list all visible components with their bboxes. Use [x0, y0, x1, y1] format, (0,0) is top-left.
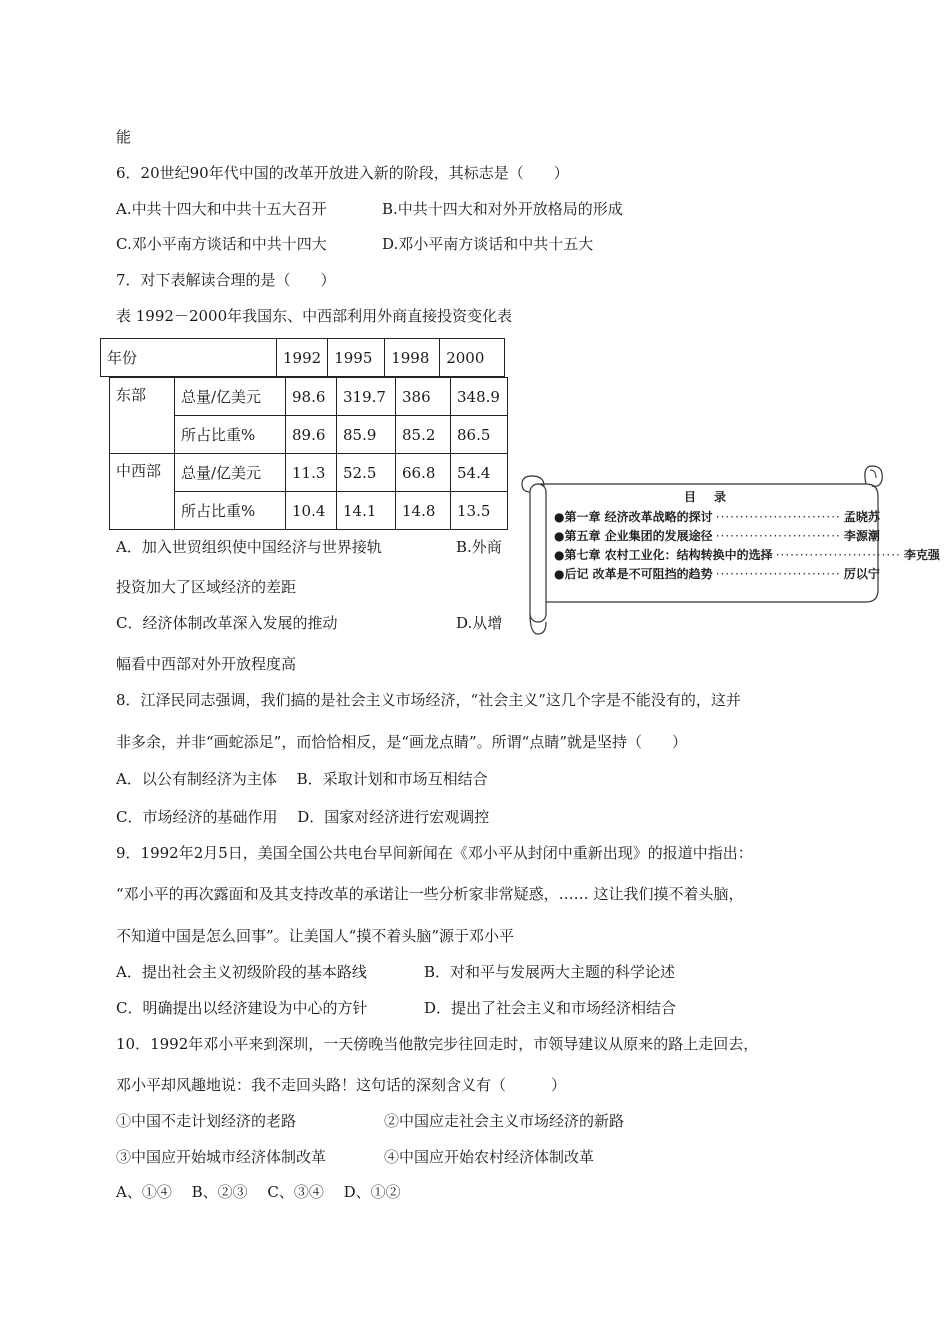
q7-option-c: C．经济体制改革深入发展的推动 [116, 614, 338, 632]
year-cell: 1998 [385, 339, 440, 377]
question-10: 10．1992年邓小平来到深圳，一天傍晚当他散完步往回走时，市领导建议从原来的路上走回去， [116, 1035, 759, 1053]
table-cell: 386 [396, 378, 451, 416]
table-cell: 54.4 [451, 454, 508, 492]
table-cell: 98.6 [286, 378, 337, 416]
q10-answers: A、①④ B、②③ C、③④ D、①② [116, 1183, 401, 1201]
q6-option-b: B.中共十四大和对外开放格局的形成 [382, 200, 623, 218]
q6-option-c: C.邓小平南方谈话和中共十四大 [116, 235, 327, 253]
q7-option-d: D.从增 [456, 614, 503, 632]
toc-name: 企业集团的发展途径 [604, 529, 713, 543]
toc-author: 厉以宁 [843, 567, 880, 581]
toc-item [554, 507, 880, 526]
table-cell: 89.6 [286, 416, 337, 454]
toc-leader-dots: ·························· [715, 509, 841, 524]
q9-option-a: A．提出社会主义初级阶段的基本路线 [116, 963, 367, 981]
toc-chapter: ●第一章 [554, 510, 601, 524]
text-line: 能 [116, 128, 132, 146]
q7-option-a: A．加入世贸组织使中国经济与世界接轨 [116, 538, 382, 556]
question-7: 7．对下表解读合理的是（ ） [116, 271, 336, 289]
fdi-table-header [100, 338, 505, 377]
toc-author: 李源潮 [843, 529, 880, 543]
q9-option-b: B．对和平与发展两大主题的科学论述 [424, 963, 676, 981]
toc-author: 李克强 [903, 548, 940, 562]
toc-leader-dots: ·························· [715, 566, 841, 581]
toc-name: 经济改革战略的探讨 [604, 510, 713, 524]
year-cell: 1992 [277, 339, 328, 377]
table-caption: 表 1992－2000年我国东、中西部利用外商直接投资变化表 [116, 307, 513, 325]
toc-chapter: ●后记 [554, 567, 589, 581]
q9-option-d: D．提出了社会主义和市场经济相结合 [424, 999, 677, 1017]
table-cell: 14.8 [396, 492, 451, 530]
year-label: 年份 [101, 339, 277, 377]
row-label: 所占比重% [175, 416, 286, 454]
year-cell: 1995 [328, 339, 385, 377]
question-10-cont: 邓小平却风趣地说：我不走回头路！这句话的深刻含义有（ ） [116, 1076, 567, 1094]
table-cell: 86.5 [451, 416, 508, 454]
toc-author: 孟晓苏 [843, 510, 880, 524]
q7-option-b-cont: 投资加大了区域经济的差距 [116, 578, 297, 596]
table-cell: 11.3 [286, 454, 337, 492]
q9-option-c: C．明确提出以经济建设为中心的方针 [116, 999, 368, 1017]
table-cell: 10.4 [286, 492, 337, 530]
q6-option-d: D.邓小平南方谈话和中共十五大 [382, 235, 594, 253]
table-cell: 13.5 [451, 492, 508, 530]
toc-leader-dots: ·························· [715, 528, 841, 543]
row-label: 总量/亿美元 [175, 378, 286, 416]
q8-options-cd: C．市场经济的基础作用 D．国家对经济进行宏观调控 [116, 808, 490, 826]
q10-item-2: ②中国应走社会主义市场经济的新路 [384, 1112, 625, 1130]
q7-option-d-cont: 幅看中西部对外开放程度高 [116, 655, 297, 673]
table-of-contents [554, 488, 940, 583]
toc-item [554, 545, 940, 564]
question-9: 9．1992年2月5日，美国全国公共电台早间新闻在《邓小平从封闭中重新出现》的报道中指出： [116, 844, 753, 862]
toc-chapter: ●第五章 [554, 529, 601, 543]
table-cell: 348.9 [451, 378, 508, 416]
toc-item [554, 564, 880, 583]
toc-name: 农村工业化：结构转换中的选择 [604, 548, 773, 562]
question-6: 6．20世纪90年代中国的改革开放进入新的阶段，其标志是（ ） [116, 164, 569, 182]
table-cell: 66.8 [396, 454, 451, 492]
fdi-table [109, 377, 508, 530]
q8-options-ab: A．以公有制经济为主体 B．采取计划和市场互相结合 [116, 770, 488, 788]
question-9-cont: 不知道中国是怎么回事”。让美国人“摸不着头脑”源于邓小平 [116, 927, 515, 945]
table-cell: 52.5 [337, 454, 396, 492]
year-cell: 2000 [440, 339, 505, 377]
table-cell: 319.7 [337, 378, 396, 416]
row-label: 所占比重% [175, 492, 286, 530]
region-east: 东部 [110, 378, 175, 454]
q7-option-b: B.外商 [456, 538, 502, 556]
table-cell: 14.1 [337, 492, 396, 530]
q10-item-1: ①中国不走计划经济的老路 [116, 1112, 297, 1130]
q10-item-4: ④中国应开始农村经济体制改革 [384, 1148, 595, 1166]
region-midwest: 中西部 [110, 454, 175, 530]
question-8: 8．江泽民同志强调，我们搞的是社会主义市场经济，“社会主义”这几个字是不能没有的，这并 [116, 691, 741, 709]
table-cell: 85.2 [396, 416, 451, 454]
question-8-cont: 非多余，并非“画蛇添足”，而恰恰相反，是“画龙点睛”。所谓“点睛”就是坚持（ ） [116, 733, 688, 751]
toc-leader-dots: ·························· [775, 547, 901, 562]
row-label: 总量/亿美元 [175, 454, 286, 492]
toc-name: 改革是不可阻挡的趋势 [592, 567, 713, 581]
toc-item [554, 526, 880, 545]
toc-title: 目录 [683, 490, 744, 504]
q6-option-a: A.中共十四大和中共十五大召开 [116, 200, 327, 218]
question-9-cont: “邓小平的再次露面和及其支持改革的承诺让一些分析家非常疑惑，…… 这让我们摸不着头脑， [116, 885, 744, 903]
toc-chapter: ●第七章 [554, 548, 601, 562]
q10-item-3: ③中国应开始城市经济体制改革 [116, 1148, 327, 1166]
table-cell: 85.9 [337, 416, 396, 454]
